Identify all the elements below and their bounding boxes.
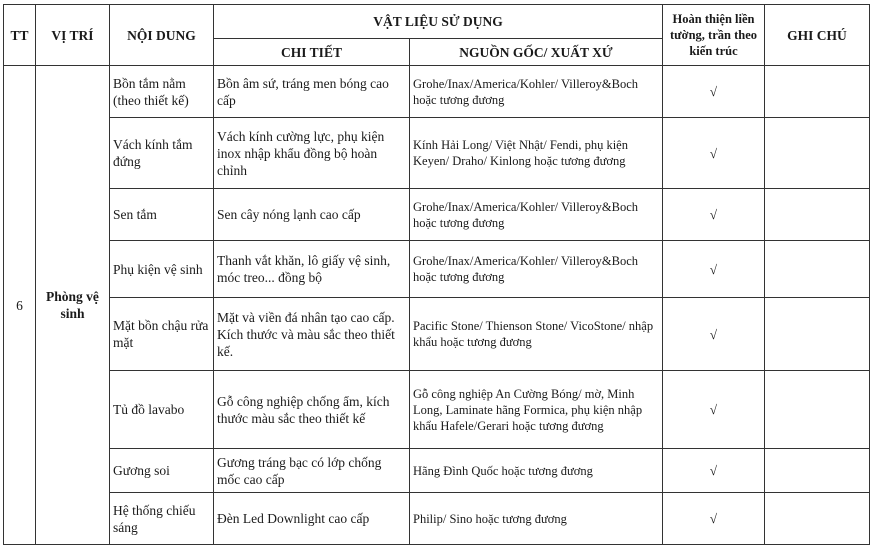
origin-cell: Philip/ Sino hoặc tương đương: [410, 493, 663, 545]
content-cell: Gương soi: [110, 449, 214, 493]
materials-table: [3, 4, 870, 545]
content-cell: Hệ thống chiếu sáng: [110, 493, 214, 545]
detail-cell: Mặt và viền đá nhân tạo cao cấp. Kích thước và màu sắc theo thiết kế.: [214, 298, 410, 371]
note-cell: [765, 189, 870, 241]
table-row: [4, 66, 870, 118]
content-cell: Mặt bồn chậu rửa mặt: [110, 298, 214, 371]
table-row: [4, 493, 870, 545]
table-row: [4, 189, 870, 241]
note-cell: [765, 298, 870, 371]
check-mark: √: [663, 493, 765, 545]
content-cell: Bồn tắm nằm (theo thiết kế): [110, 66, 214, 118]
origin-cell: Grohe/Inax/America/Kohler/ Villeroy&Boch hoặc tương đương: [410, 241, 663, 298]
check-mark: √: [663, 118, 765, 189]
table-row: [4, 449, 870, 493]
detail-cell: Gỗ công nghiệp chống ẩm, kích thước màu sắc theo thiết kế: [214, 371, 410, 449]
table-row: [4, 118, 870, 189]
header-detail: CHI TIẾT: [214, 39, 410, 66]
origin-cell: Grohe/Inax/America/Kohler/ Villeroy&Boch hoặc tương đương: [410, 66, 663, 118]
detail-cell: Bồn âm sứ, tráng men bóng cao cấp: [214, 66, 410, 118]
origin-cell: Hãng Đình Quốc hoặc tương đương: [410, 449, 663, 493]
origin-cell: Pacific Stone/ Thienson Stone/ VicoStone/ nhập khẩu hoặc tương đương: [410, 298, 663, 371]
table-row: [4, 371, 870, 449]
check-mark: √: [663, 371, 765, 449]
header-location: VỊ TRÍ: [36, 5, 110, 66]
header-note: GHI CHÚ: [765, 5, 870, 66]
note-cell: [765, 241, 870, 298]
note-cell: [765, 493, 870, 545]
detail-cell: Vách kính cường lực, phụ kiện inox nhập khẩu đồng bộ hoàn chỉnh: [214, 118, 410, 189]
header-origin: NGUỒN GỐC/ XUẤT XỨ: [410, 39, 663, 66]
content-cell: Tủ đồ lavabo: [110, 371, 214, 449]
header-content: NỘI DUNG: [110, 5, 214, 66]
header-materials: VẬT LIỆU SỬ DỤNG: [214, 5, 663, 39]
detail-cell: Thanh vắt khăn, lô giấy vệ sinh, móc treo... đồng bộ: [214, 241, 410, 298]
header-finish: Hoàn thiện liền tường, trần theo kiến trúc: [663, 5, 765, 66]
row-number: 6: [4, 66, 36, 545]
detail-cell: Đèn Led Downlight cao cấp: [214, 493, 410, 545]
origin-cell: Kính Hải Long/ Việt Nhật/ Fendi, phụ kiện Keyen/ Draho/ Kinlong hoặc tương đương: [410, 118, 663, 189]
note-cell: [765, 449, 870, 493]
note-cell: [765, 371, 870, 449]
check-mark: √: [663, 449, 765, 493]
origin-cell: Grohe/Inax/America/Kohler/ Villeroy&Boch hoặc tương đương: [410, 189, 663, 241]
detail-cell: Sen cây nóng lạnh cao cấp: [214, 189, 410, 241]
table-row: [4, 241, 870, 298]
check-mark: √: [663, 298, 765, 371]
content-cell: Vách kính tắm đứng: [110, 118, 214, 189]
check-mark: √: [663, 241, 765, 298]
detail-cell: Gương tráng bạc có lớp chống mốc cao cấp: [214, 449, 410, 493]
location-cell: Phòng vệ sinh: [36, 66, 110, 545]
header-tt: TT: [4, 5, 36, 66]
origin-cell: Gỗ công nghiệp An Cường Bóng/ mờ, Minh Long, Laminate hãng Formica, phụ kiện nhập khẩu Hafele/Gerari hoặc tương đương: [410, 371, 663, 449]
check-mark: √: [663, 189, 765, 241]
note-cell: [765, 66, 870, 118]
check-mark: √: [663, 66, 765, 118]
note-cell: [765, 118, 870, 189]
content-cell: Sen tắm: [110, 189, 214, 241]
content-cell: Phụ kiện vệ sinh: [110, 241, 214, 298]
table-row: [4, 298, 870, 371]
